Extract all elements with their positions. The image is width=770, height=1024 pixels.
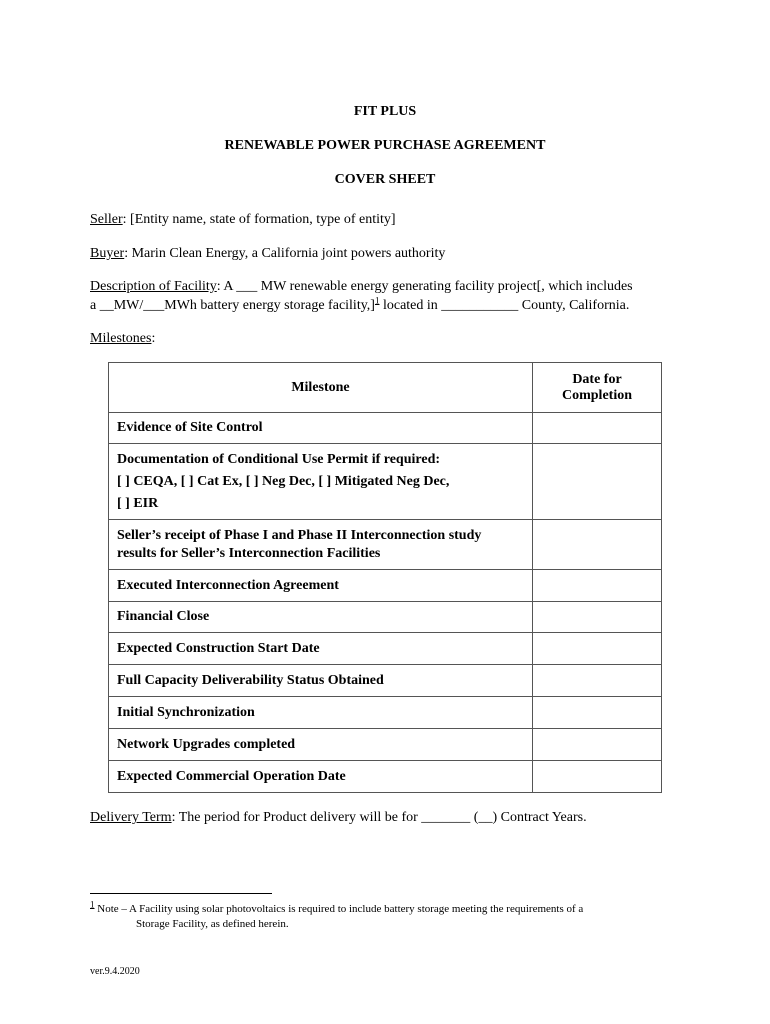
table-row [109, 729, 662, 761]
seller-label: Seller [90, 212, 123, 227]
date-cell[interactable] [533, 444, 662, 520]
date-cell[interactable] [533, 570, 662, 602]
milestones-label: Milestones [90, 331, 152, 346]
document-title: FIT PLUS [353, 104, 417, 119]
table-row [109, 761, 662, 793]
table-row [109, 665, 662, 697]
milestone-column-header: Milestone [109, 363, 533, 413]
date-header-line-2: Completion [562, 387, 632, 403]
milestone-construction-start: Expected Construction Start Date [109, 633, 533, 665]
table-row [109, 633, 662, 665]
footnote-divider [90, 893, 272, 894]
footnote-reference[interactable]: 1 [374, 295, 380, 306]
footnote-text-1: Note – A Facility using solar photovoltaics is required to include battery storage meeting the requirements of a [94, 903, 584, 915]
table-row [109, 520, 662, 570]
buyer-label: Buyer [90, 246, 125, 261]
milestones-table [108, 362, 662, 793]
facility-line-1 [90, 279, 633, 295]
milestone-interconnection-study [109, 520, 533, 570]
date-header-line-1: Date for [572, 371, 622, 387]
facility-text-2a: a __MW/___MWh battery energy storage facility,] [90, 298, 375, 313]
buyer-line [90, 246, 445, 262]
facility-label: Description of Facility [90, 279, 217, 294]
permit-line-1: Documentation of Conditional Use Permit if required: [117, 451, 441, 467]
date-cell[interactable] [533, 697, 662, 729]
table-row [109, 697, 662, 729]
facility-line-2 [90, 295, 630, 314]
footnote-line-2: Storage Facility, as defined herein. [136, 918, 289, 930]
table-row [109, 602, 662, 633]
milestone-network-upgrades: Network Upgrades completed [109, 729, 533, 761]
date-cell[interactable] [533, 520, 662, 570]
seller-value: : [Entity name, state of formation, type of entity] [122, 212, 396, 227]
table-row [109, 570, 662, 602]
date-cell[interactable] [533, 729, 662, 761]
milestone-full-capacity: Full Capacity Deliverability Status Obtained [109, 665, 533, 697]
date-cell[interactable] [533, 602, 662, 633]
date-cell[interactable] [533, 761, 662, 793]
footnote-line-1 [90, 899, 584, 917]
permit-line-2: [ ] CEQA, [ ] Cat Ex, [ ] Neg Dec, [ ] Mitigated Neg Dec, [117, 473, 450, 489]
milestone-commercial-operation: Expected Commercial Operation Date [109, 761, 533, 793]
table-header-row [109, 363, 662, 413]
agreement-title: RENEWABLE POWER PURCHASE AGREEMENT [224, 138, 546, 153]
milestone-interconnection-agreement: Executed Interconnection Agreement [109, 570, 533, 602]
milestones-colon: : [151, 331, 156, 346]
footnote-marker: 1 [90, 899, 95, 910]
footnote [90, 899, 584, 932]
date-cell[interactable] [533, 665, 662, 697]
milestones-heading [90, 331, 155, 347]
milestone-financial-close: Financial Close [109, 602, 533, 633]
milestone-conditional-use-permit [109, 444, 533, 520]
buyer-value: : Marin Clean Energy, a California joint powers authority [124, 246, 446, 261]
milestone-initial-synchronization: Initial Synchronization [109, 697, 533, 729]
study-line-1: Seller’s receipt of Phase I and Phase II Interconnection study [117, 527, 482, 543]
delivery-term-label: Delivery Term [90, 810, 172, 825]
seller-line [90, 212, 396, 228]
delivery-term-line [90, 810, 587, 826]
date-cell[interactable] [533, 633, 662, 665]
study-line-2: results for Seller’s Interconnection Facilities [117, 545, 381, 561]
delivery-term-value: : The period for Product delivery will be for _______ (__) Contract Years. [171, 810, 587, 825]
milestone-site-control: Evidence of Site Control [109, 413, 533, 444]
date-column-header [533, 363, 662, 413]
permit-line-3: [ ] EIR [117, 495, 159, 511]
version-label: ver.9.4.2020 [90, 966, 140, 977]
facility-text-1: : A ___ MW renewable energy generating facility project[, which includes [216, 279, 633, 294]
facility-text-2b: located in ___________ County, California. [379, 298, 630, 313]
table-row [109, 444, 662, 520]
date-cell[interactable] [533, 413, 662, 444]
table-row [109, 413, 662, 444]
cover-sheet-title: COVER SHEET [334, 172, 436, 187]
